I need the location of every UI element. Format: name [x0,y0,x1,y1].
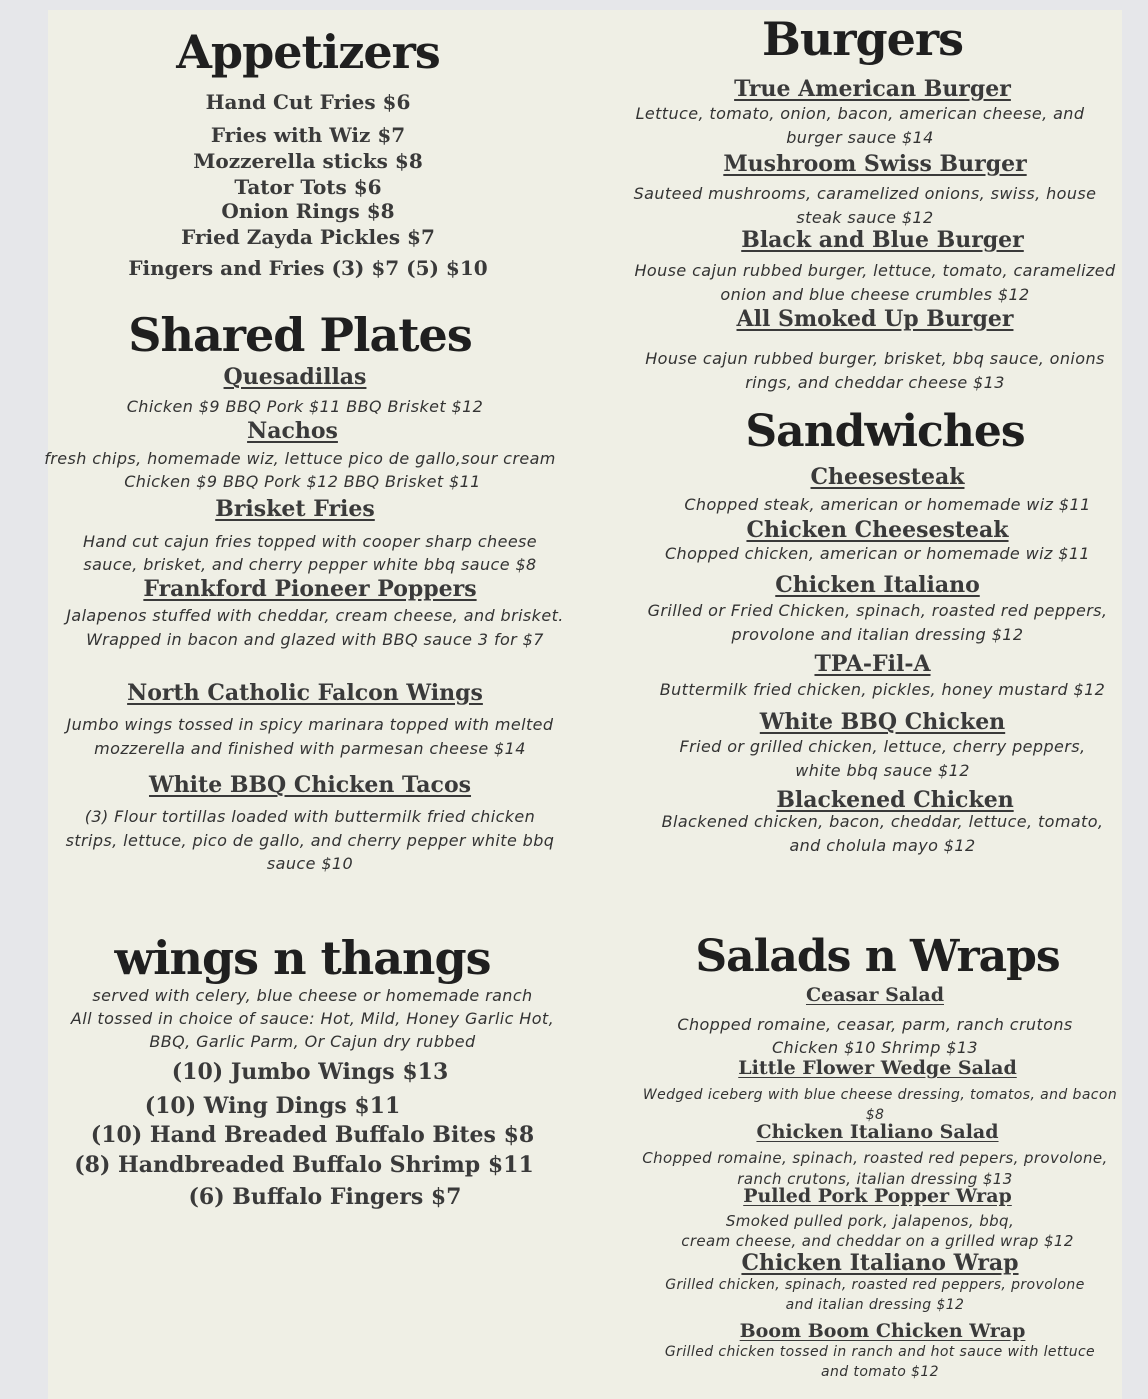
item-desc: (3) Flour tortillas loaded with buttermilk fried chicken [84,807,536,826]
item-desc: Chopped romaine, spinach, roasted red pepers, provolone, [642,1149,1108,1167]
item-title-ceasar-salad: Ceasar Salad [805,984,944,1006]
item-desc: ranch crutons, italian dressing $13 [737,1170,1013,1188]
item-desc: House cajun rubbed burger, brisket, bbq sauce, onions [645,349,1105,368]
item-desc: sauce, brisket, and cherry pepper white bbq sauce $8 [83,555,537,574]
appetizer-item: Fingers and Fries (3) $7 (5) $10 [128,256,488,280]
item-desc: Chopped romaine, ceasar, parm, ranch crutons [677,1015,1073,1034]
item-desc: Wrapped in bacon and glazed with BBQ sauce 3 for $7 [86,630,544,649]
item-desc: white bbq sauce $12 [795,761,970,780]
item-title-pulled-pork-popper-wrap: Pulled Pork Popper Wrap [743,1185,1012,1207]
burgers-heading: Burgers [761,12,964,66]
item-desc: provolone and italian dressing $12 [731,625,1024,644]
item-desc: Jumbo wings tossed in spicy marinara topped with melted [66,715,554,734]
salads-heading: Salads n Wraps [695,931,1060,982]
appetizer-item: Tator Tots $6 [234,175,382,199]
appetizer-item: Fried Zayda Pickles $7 [181,225,435,249]
item-desc: Buttermilk fried chicken, pickles, honey mustard $12 [659,680,1106,699]
item-title-true-american-burger: True American Burger [734,76,1011,102]
item-desc: Lettuce, tomato, onion, bacon, american cheese, and [635,104,1085,123]
item-desc: Wedged iceberg with blue cheese dressing, tomatos, and bacon [642,1087,1118,1103]
item-desc: steak sauce $12 [796,208,934,227]
item-desc: cream cheese, and cheddar on a grilled wrap $12 [681,1232,1074,1250]
item-desc: Grilled or Fried Chicken, spinach, roasted red peppers, [647,601,1108,620]
item-desc: Chopped steak, american or homemade wiz $11 [684,495,1091,514]
item-desc: Chopped chicken, american or homemade wiz $11 [664,544,1091,563]
wings-item: (10) Wing Dings $11 [144,1093,401,1119]
item-title-cheesesteak: Cheesesteak [810,464,965,490]
appetizer-item: Hand Cut Fries $6 [205,90,411,114]
item-desc: Smoked pulled pork, jalapenos, bbq, [725,1212,1015,1230]
wings-heading: wings n thangs [114,931,491,985]
wings-desc: BBQ, Garlic Parm, Or Cajun dry rubbed [149,1032,476,1051]
appetizers-section [48,22,568,82]
wings-desc: served with celery, blue cheese or homemade ranch [92,986,533,1005]
item-title-chicken-cheesesteak: Chicken Cheesesteak [746,517,1009,543]
item-desc: Hand cut cajun fries topped with cooper sharp cheese [82,532,538,551]
wings-item: (10) Jumbo Wings $13 [171,1059,449,1085]
item-desc: Jalapenos stuffed with cheddar, cream cheese, and brisket. [66,606,564,625]
appetizer-item: Mozzerella sticks $8 [193,149,423,173]
item-desc: Chicken $10 Shrimp $13 [771,1038,978,1057]
item-desc: and cholula mayo $12 [789,836,976,855]
item-title-boom-boom-chicken-wrap: Boom Boom Chicken Wrap [739,1320,1026,1342]
wings-desc: All tossed in choice of sauce: Hot, Mild, Honey Garlic Hot, [70,1009,555,1028]
item-desc: Grilled chicken tossed in ranch and hot sauce with lettuce [664,1344,1096,1360]
sandwiches-heading: Sandwiches [745,406,1025,457]
appetizer-item: Fries with Wiz $7 [210,123,406,147]
item-title-chicken-italiano-salad: Chicken Italiano Salad [756,1121,999,1143]
item-title-little-flower-wedge-salad: Little Flower Wedge Salad [738,1057,1017,1079]
item-title-chicken-italiano: Chicken Italiano [775,572,980,598]
appetizer-item: Onion Rings $8 [221,199,395,223]
item-title-nachos: Nachos [247,418,338,444]
shared-plates-heading: Shared Plates [128,308,472,362]
item-desc: fresh chips, homemade wiz, lettuce pico de gallo,sour cream [44,449,556,468]
item-title-quesadillas: Quesadillas [223,364,367,390]
item-desc: rings, and cheddar cheese $13 [745,373,1005,392]
item-title-blackened-chicken: Blackened Chicken [776,787,1014,813]
appetizers-heading: Appetizers [176,25,440,79]
item-desc: $8 [865,1107,885,1123]
item-desc: burger sauce $14 [786,128,934,147]
item-title-brisket-fries: Brisket Fries [215,496,375,522]
item-desc: onion and blue cheese crumbles $12 [720,285,1030,304]
item-desc: and tomato $12 [821,1364,939,1380]
item-title-north-catholic-falcon-wings: North Catholic Falcon Wings [127,680,483,706]
item-desc: House cajun rubbed burger, lettuce, tomato, caramelized [634,261,1116,280]
item-desc: Sauteed mushrooms, caramelized onions, swiss, house [633,184,1097,203]
item-title-chicken-italiano-wrap: Chicken Italiano Wrap [741,1250,1019,1276]
wings-item: (8) Handbreaded Buffalo Shrimp $11 [74,1152,534,1178]
item-title-frankford-pioneer-poppers: Frankford Pioneer Poppers [143,576,477,602]
item-title-white-bbq-chicken: White BBQ Chicken [759,709,1006,735]
item-desc: mozzerella and finished with parmesan cheese $14 [94,739,526,758]
wings-item: (6) Buffalo Fingers $7 [188,1184,462,1210]
item-title-black-and-blue-burger: Black and Blue Burger [741,227,1024,253]
item-desc: Fried or grilled chicken, lettuce, cherry peppers, [679,737,1086,756]
item-title-all-smoked-up-burger: All Smoked Up Burger [736,306,1014,332]
wings-item: (10) Hand Breaded Buffalo Bites $8 [90,1122,535,1148]
item-desc: strips, lettuce, pico de gallo, and cherry pepper white bbq [65,831,555,850]
item-title-white-bbq-chicken-tacos: White BBQ Chicken Tacos [148,772,472,798]
item-desc: Grilled chicken, spinach, roasted red peppers, provolone [665,1277,1085,1293]
item-desc: Chicken $9 BBQ Pork $11 BBQ Brisket $12 [126,397,484,416]
item-title-mushroom-swiss-burger: Mushroom Swiss Burger [723,151,1027,177]
item-title-tpa-fil-a: TPA-Fil-A [814,651,931,677]
item-desc: Blackened chicken, bacon, cheddar, lettuce, tomato, [661,812,1104,831]
item-desc: Chicken $9 BBQ Pork $12 BBQ Brisket $11 [124,472,481,491]
item-desc: sauce $10 [266,854,354,873]
item-desc: and italian dressing $12 [785,1297,965,1313]
